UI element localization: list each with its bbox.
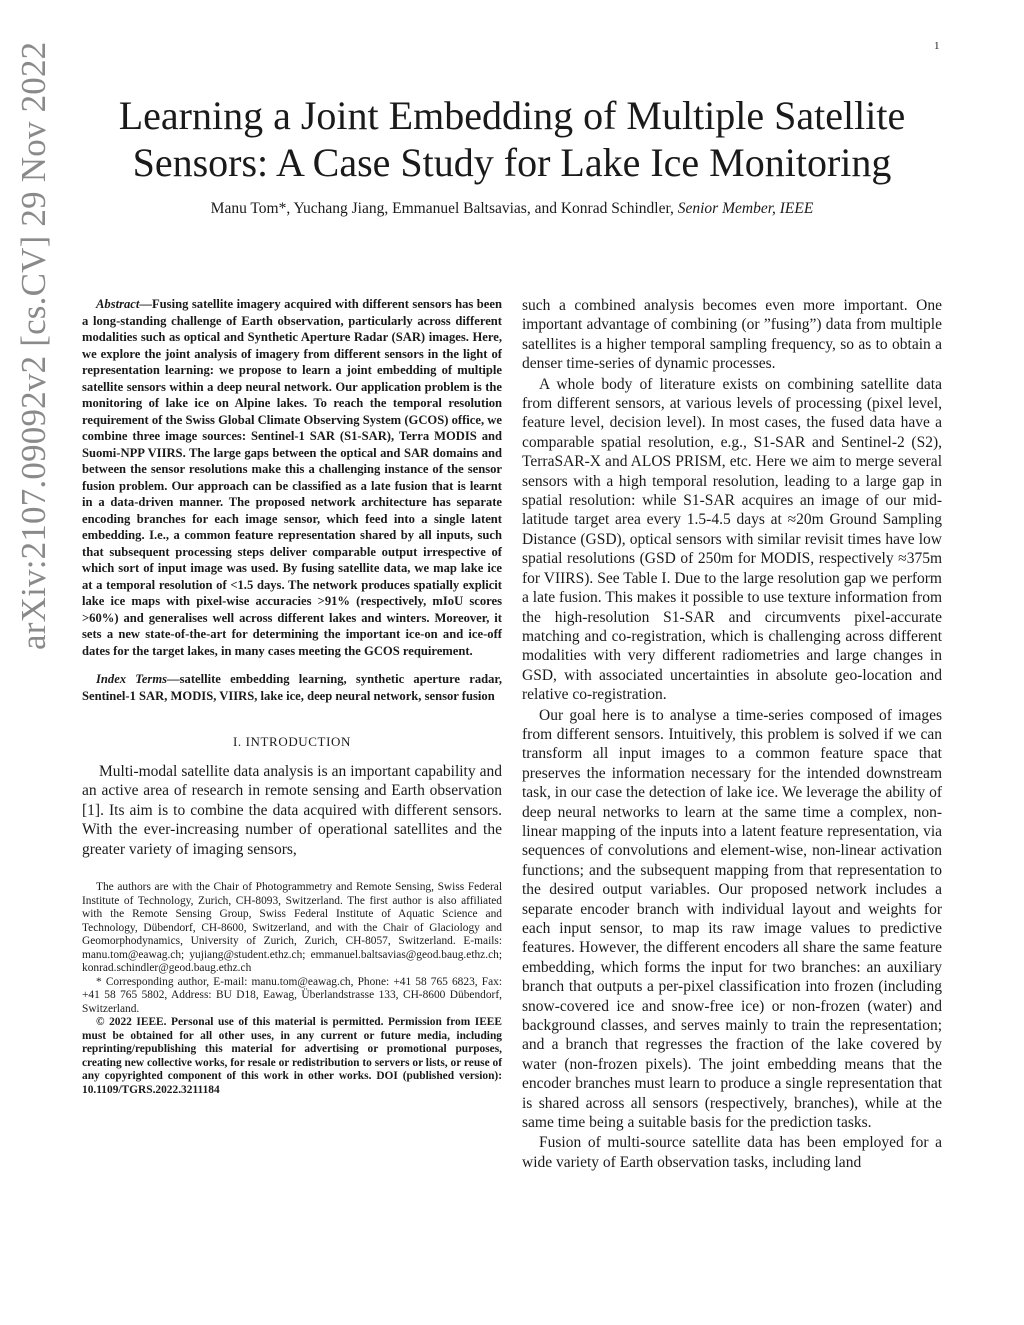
arxiv-identifier: arXiv:2107.09092v2 [cs.CV] 29 Nov 2022: [14, 41, 53, 650]
abstract-text: —Fusing satellite imagery acquired with different sensors has been a long-standing challenge of Earth observation, particularly across different modalities such as optical and Synthetic Aperture Radar (SAR) images. Here, we explore the joint analysis of imagery from different sensors in the light of representation learning: we propose to learn a joint embedding of multiple satellite sensors within a deep neural network. Our application problem is the monitoring of lake ice on Alpine lakes. To reach the temporal resolution requirement of the Swiss Global Climate Observing System (GCOS) office, we combine three image sources: Sentinel-1 SAR (S1-SAR), Terra MODIS and Suomi-NPP VIIRS. The large gaps between the optical and SAR domains and between the sensor resolutions make this a challenging instance of the sensor fusion problem. Our approach can be classified as a late fusion that is learnt in a data-driven manner. The proposed network architecture has separate encoding branches for each image sensor, which feed into a single latent embedding. I.e., a common feature representation shared by all inputs, such that subsequent processing steps deliver comparable output irrespective of which sort of input image was used. By fusing satellite data, we map lake ice at a temporal resolution of <1.5 days. The network produces spatially explicit lake ice maps with pixel-wise accuracies >91% (respectively, mIoU scores >60%) and generalises well across different lakes and winters. Moreover, it sets a new state-of-the-art for determining the important ice-on and ice-off dates for the target lakes, in many cases meeting the GCOS requirement.: [82, 297, 502, 658]
body-paragraph: A whole body of literature exists on combining satellite data from different sensors, at various levels of processing (pixel level, feature level, decision level). In most cases, the fused data have a comparable spatial resolution, e.g., S1-SAR and Sentinel-2 (S2), TerraSAR-X and ALOS PRISM, etc. Here we aim to merge several sensors with a high temporal resolution, leading to a large gap in spatial resolution: while S1-SAR acquires an image of our mid-latitude target area every 1.5-4.5 days at ≈20m Ground Sampling Distance (GSD), optical sensors with similar revisit times have low spatial resolutions (GSD of 250m for MODIS, respectively ≈375m for VIIRS). See Table I. Due to the large resolution gap we perform a late fusion. This makes it possible to use texture information from the high-resolution S1-SAR and circumvents pixel-accurate matching and co-registration, which is challenging across different modalities with very different radiometries and large changes in GSD, with associated uncertainties in absolute geo-location and relative co-registration.: [522, 375, 942, 704]
footnotes: [82, 881, 502, 1097]
author-role: Senior Member, IEEE: [677, 200, 814, 217]
body-paragraph: Multi-modal satellite data analysis is an important capability and an active area of research in remote sensing and Earth observation [1]. Its aim is to combine the data acquired with different sensors. With the ever-increasing number of operational satellites and the greater variety of imaging sensors,: [82, 763, 502, 858]
left-column: [82, 296, 502, 1097]
author-names: Manu Tom*, Yuchang Jiang, Emmanuel Baltsavias, and Konrad Schindler,: [210, 200, 674, 217]
section-heading-introduction: I. INTRODUCTION: [232, 734, 352, 749]
footnote-affiliations: The authors are with the Chair of Photogrammetry and Remote Sensing, Swiss Federal Institute of Technology, Zurich, CH-8093, Switzerland. The first author is also affiliated with the Remote Sensing Group, Swiss Federal Institute of Aquatic Science and Technology, Dübendorf, CH-8600, Switzerland, and with the Chair of Glaciology and Geomorphodynamics, University of Zurich, Zurich, CH-8057, Switzerland. E-mails: manu.tom@eawag.ch; yujiang@student.ethz.ch; emmanuel.baltsavias@geod.baug.ethz.ch; konrad.schindler@geod.baug.ethz.ch: [82, 881, 502, 975]
author-line: [60, 200, 964, 218]
abstract-lead: Abstract: [96, 297, 140, 311]
copyright-notice: © 2022 IEEE. Personal use of this material is permitted. Permission from IEEE must be obtained for all other uses, in any current or future media, including reprinting/republishing this material for advertising or promotional purposes, creating new collective works, for resale or redistribution to servers or lists, or reuse of any copyrighted component of this work in other works. DOI (published version): 10.1109/TGRS.2022.3211184: [82, 1016, 502, 1096]
body-paragraph: such a combined analysis becomes even more important. One important advantage of combining (or ”fusing”) data from multiple satellites is a higher temporal sampling frequency, so as to obtain a denser time-series of dynamic processes.: [522, 297, 942, 373]
right-column: [522, 296, 942, 1172]
footnote-corresponding-author: * Corresponding author, E-mail: manu.tom@eawag.ch, Phone: +41 58 765 6823, Fax: +41 58 765 5802, Address: BU D18, Eawag, Überlandstrasse 133, CH-8600 Dübendorf, Switzerland.: [82, 975, 502, 1015]
body-paragraph: Our goal here is to analyse a time-series composed of images from different sensors. Intuitively, this problem is solved if we can transform all input images to a common feature space that preserves the information necessary for the intended downstream task, in our case the detection of lake ice. We leverage the ability of deep neural networks to learn at the same time a complex, non-linear mapping of the inputs into a latent feature representation, via sequences of convolutions and element-wise, non-linear activation functions; and the subsequent mapping from that representation to the desired output variables. Our proposed network includes a separate encoder branch with individual layout and weights for each input sensor, to map its raw image values to predictive features. However, the different encoders all share the same feature embedding, which forms the input for two branches: an auxiliary branch that outputs a per-pixel classification into frozen (including snow-covered ice and snow-free ice) or non-frozen (water) and background classes, and serves mainly to train the representation; and a branch that regresses the fraction of the lake covered by water (non-frozen pixels). The joint embedding means that the encoder branches must learn to produce a single representation that is shared across all sensors (respectively, branches), while at the same time being a suitable basis for the prediction tasks.: [522, 706, 942, 1132]
page-number: 1: [934, 40, 940, 52]
abstract: [82, 296, 502, 659]
index-terms: [82, 671, 502, 704]
paper-title: Learning a Joint Embedding of Multiple Satellite Sensors: A Case Study for Lake Ice Monitoring: [118, 93, 906, 185]
index-terms-text: —satellite embedding learning, synthetic aperture radar, Sentinel-1 SAR, MODIS, VIIRS, lake ice, deep neural network, sensor fusion: [82, 672, 502, 703]
body-paragraph: Fusion of multi-source satellite data has been employed for a wide variety of Earth observation tasks, including land: [522, 1134, 942, 1171]
index-terms-lead: Index Terms: [96, 672, 168, 686]
